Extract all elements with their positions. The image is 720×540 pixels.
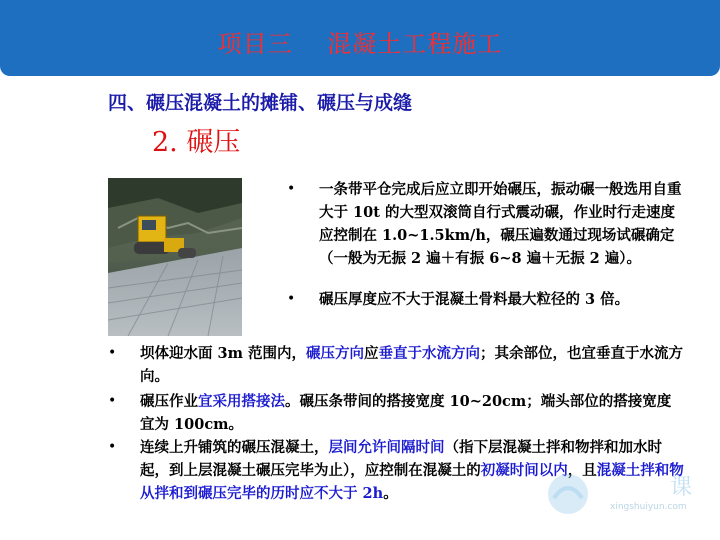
watermark-logo bbox=[540, 470, 715, 530]
bullet-icon: • bbox=[108, 345, 117, 361]
body-text: ，且 bbox=[567, 462, 597, 479]
highlight-text: 碾压方向 bbox=[306, 345, 365, 362]
sub-title: 2. 碾压 bbox=[152, 127, 241, 158]
construction-photo bbox=[108, 178, 242, 336]
body-text: 坝体迎水面 3m 范围内， bbox=[140, 345, 307, 362]
highlight-text: 初凝时间以内 bbox=[480, 462, 568, 479]
body-text: 连续上升铺筑的碾压混凝土， bbox=[140, 439, 329, 456]
highlight-text: 垂直于水流方向 bbox=[378, 345, 481, 362]
watermark-brand: 课 bbox=[670, 475, 693, 500]
body-text: 碾压作业 bbox=[140, 393, 198, 410]
highlight-text: 混凝土拌和物从拌和到碾压完毕的历时应不大于 2h bbox=[140, 462, 684, 502]
body-text: 。碾压条带间的搭接宽度 10~20cm；端头部位的搭接宽度宜为 100cm。 bbox=[140, 393, 672, 433]
bullet-icon: • bbox=[108, 439, 117, 455]
body-text: （指下层混凝土拌和物拌和加水时起，到上层混凝土碾压完毕为止），应控制在混凝土的 bbox=[140, 439, 662, 479]
bottom-bullet-1 bbox=[140, 342, 684, 388]
section-title: 四、碾压混凝土的摊铺、碾压与成缝 bbox=[108, 92, 413, 114]
header-bar bbox=[0, 0, 720, 76]
right-bullet-2: 碾压厚度应不大于混凝土骨料最大粒径的 3 倍。 bbox=[319, 291, 630, 308]
body-text: ；其余部位，也宜垂直于水流方向。 bbox=[140, 345, 684, 385]
watermark-url: xingshuiyun.com bbox=[610, 502, 687, 512]
bullet-icon: • bbox=[287, 181, 296, 197]
body-text: 应 bbox=[364, 345, 379, 362]
highlight-text: 宜采用搭接法 bbox=[198, 393, 285, 410]
bottom-bullet-2 bbox=[140, 390, 684, 436]
bullet-icon: • bbox=[108, 393, 117, 409]
right-bullet-1: 一条带平仓完成后应立即开始碾压，振动碾一般选用自重大于 10t 的大型双滚筒自行式震动碾，作业时行走速度应控制在 1.0~1.5km/h，碾压遍数通过现场试碾确定（一般为无振 2 遍＋有振 6~8 遍＋无振 2 遍）。 bbox=[319, 181, 682, 267]
body-text: 。 bbox=[383, 485, 398, 502]
bullet-icon: • bbox=[287, 291, 296, 307]
highlight-text: 层间允许间隔时间 bbox=[328, 439, 445, 456]
page-title: 项目三 混凝土工程施工 bbox=[217, 30, 503, 58]
